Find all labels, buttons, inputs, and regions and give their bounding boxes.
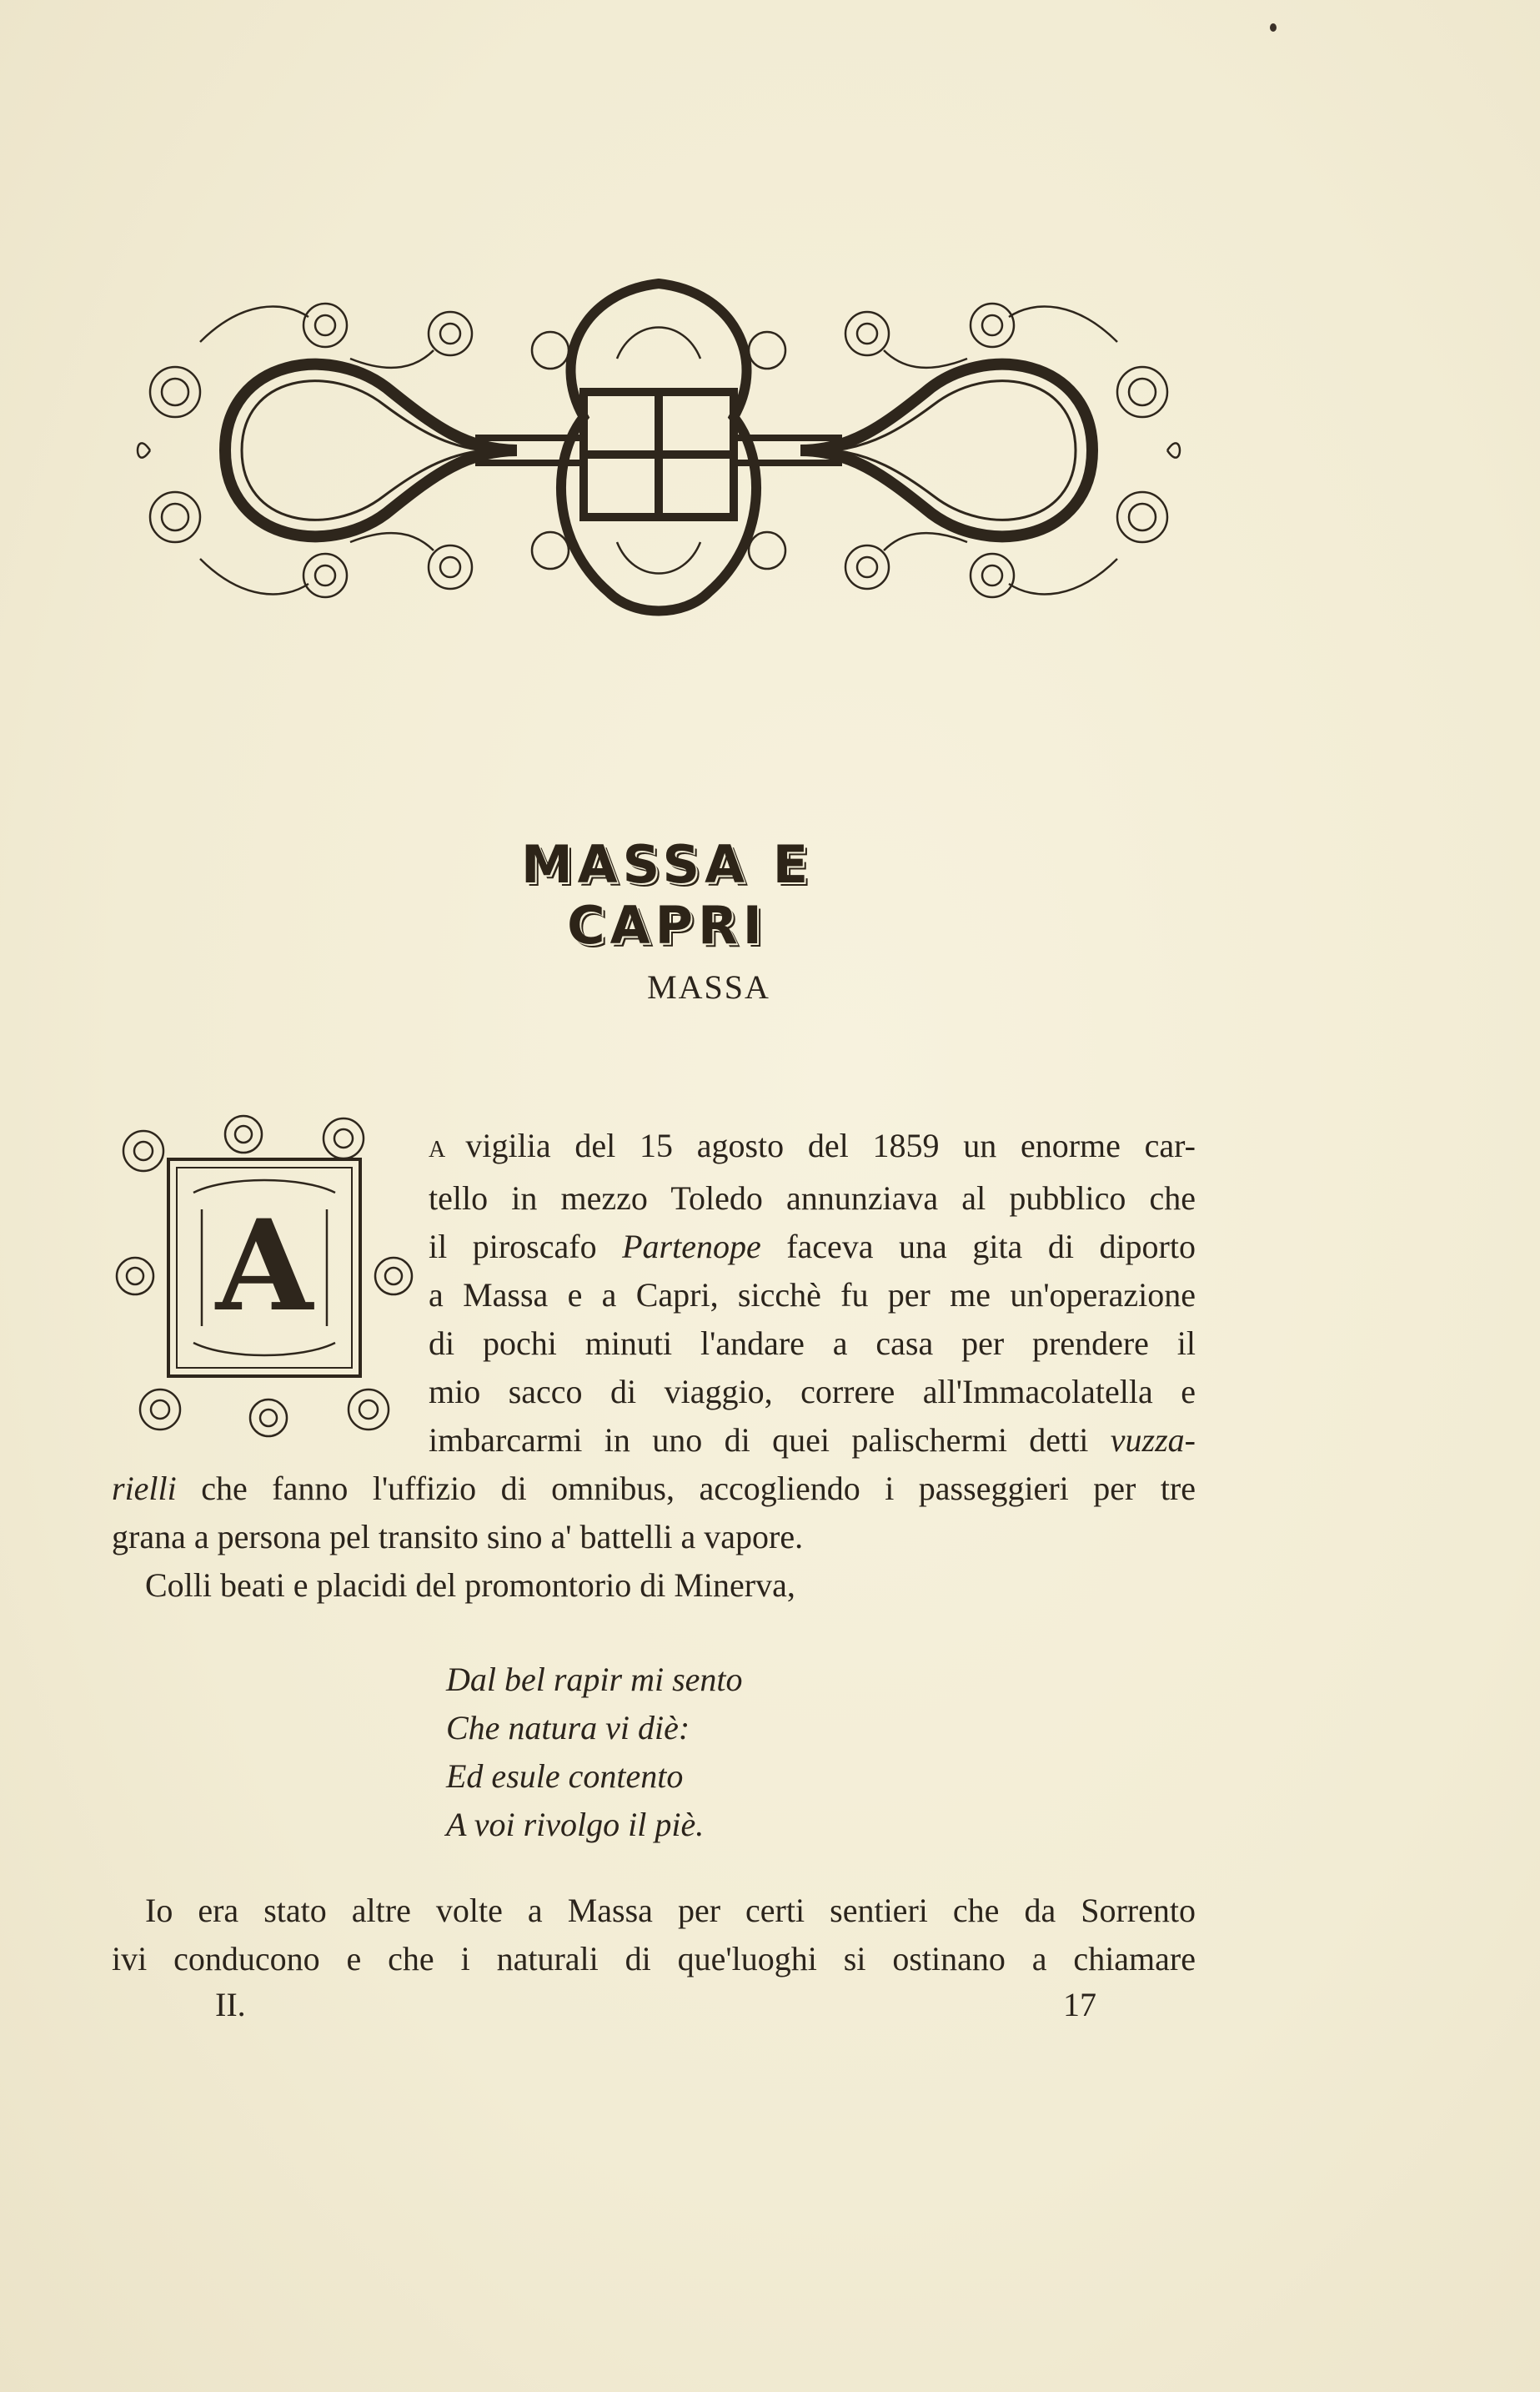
text-line: mio sacco di viaggio, correre all'Immacolatella e	[429, 1373, 1196, 1410]
poem-stanza	[446, 1656, 946, 1849]
poem-line: A voi rivolgo il piè.	[446, 1806, 705, 1843]
text-line: ivi conducono e che i naturali di que'luoghi si ostinano a chiamare	[112, 1940, 1196, 1977]
text-line: A vigilia del 15 agosto del 1859 un enorme car-	[429, 1127, 1196, 1164]
poem-line: Dal bel rapir mi sento	[446, 1661, 743, 1698]
poem-line: Ed esule contento	[446, 1757, 684, 1795]
ornamental-headpiece	[117, 267, 1201, 634]
text-line: a Massa e a Capri, sicchè fu per me un'operazione	[429, 1276, 1196, 1314]
paragraph-1	[112, 1122, 1196, 1610]
text-line: tello in mezzo Toledo annunziava al pubblico che	[429, 1179, 1196, 1217]
section-title: MASSA	[647, 968, 770, 1006]
ink-speck	[1270, 23, 1277, 32]
text-line: Io era stato altre volte a Massa per certi sentieri che da Sorrento	[145, 1892, 1196, 1929]
paragraph-2	[112, 1887, 1196, 1983]
dropcap-letter: A	[215, 1193, 314, 1339]
text-line: di pochi minuti l'andare a casa per prendere il	[429, 1324, 1196, 1362]
intro-line: Colli beati e placidi del promontorio di Minerva,	[145, 1566, 795, 1604]
text-line: il piroscafo Partenope faceva una gita di diporto	[429, 1228, 1196, 1265]
text-line: grana a persona pel transito sino a' battelli a vapore.	[112, 1518, 804, 1555]
text-line: rielli che fanno l'uffizio di omnibus, accogliendo i passeggieri per tre	[112, 1470, 1196, 1507]
signature-mark: II.	[215, 1986, 246, 2023]
text-line: imbarcarmi in uno di quei palischermi detti vuzza-	[429, 1421, 1196, 1459]
page-number: 17	[1063, 1986, 1096, 2023]
chapter-title: MASSA E CAPRI	[520, 834, 814, 956]
poem-line: Che natura vi diè:	[446, 1709, 690, 1746]
